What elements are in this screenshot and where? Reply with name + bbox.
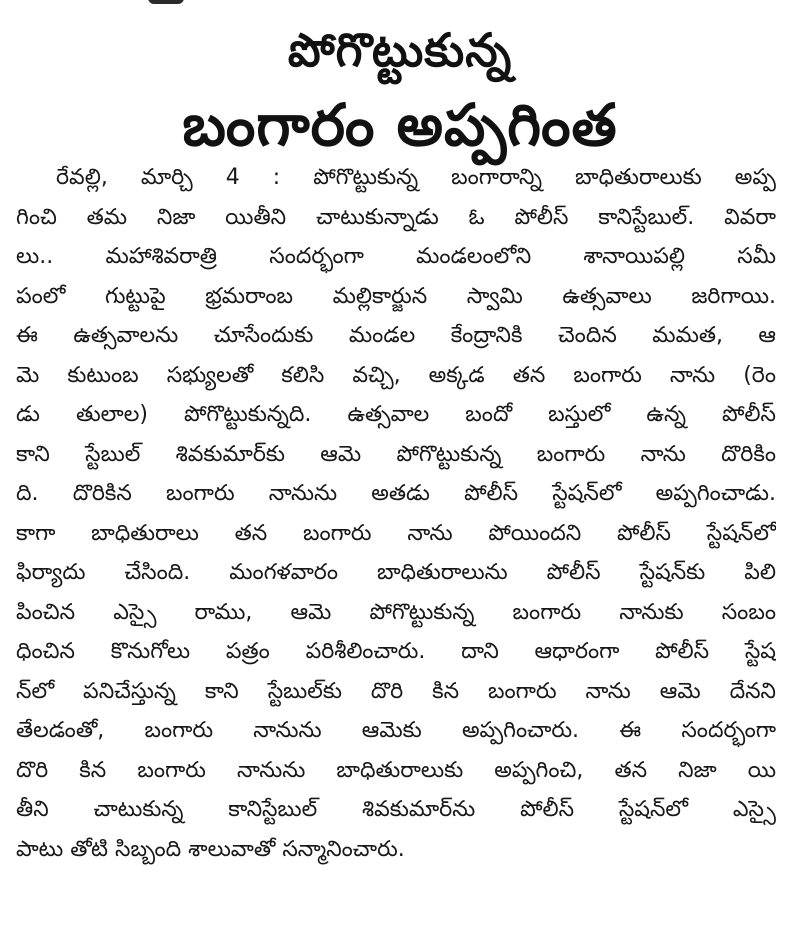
headline-line-2: బంగారం అప్పగింత bbox=[182, 91, 618, 159]
article-line: లు.. మహాశివరాత్రి సందర్భంగా మండలంలోని శానాయిపల్లి సమీ bbox=[16, 244, 776, 269]
article-line: పించిన ఎస్సై రాము, ఆమె పోగొట్టుకున్న బంగారు నానుకు సంబం bbox=[16, 599, 776, 625]
article-line: దొరి కిన బంగారు నానును బాధితురాలుకు అప్పగించి, తన నిజా యి bbox=[16, 757, 776, 783]
article-body bbox=[16, 158, 776, 869]
headline-line-1: పోగొట్టుకున్న bbox=[287, 23, 513, 77]
article-line: కాని స్టేబుల్ శివకుమార్‌కు ఆమె పోగొట్టుకున్న బంగారు నాను దొరికిం bbox=[16, 441, 776, 467]
article-line: ఈ ఉత్సవాలను చూసేందుకు మండల కేంద్రానికి చెందిన మమత, ఆ bbox=[16, 323, 776, 348]
article-line: ఫిర్యాదు చేసింది. మంగళవారం బాధితురాలును పోలీస్ స్టేషన్‌కు పిలి bbox=[16, 560, 776, 585]
article-line: రేవల్లి, మార్చి 4 : పోగొట్టుకున్న బంగారాన్ని బాధితురాలుకు అప్ప bbox=[56, 165, 776, 190]
article-line: ది. దొరికిన బంగారు నానును అతడు పోలీస్ స్టేషన్‌లో అప్పగించాడు. bbox=[16, 481, 776, 506]
article-line: గించి తమ నిజా యితీని చాటుకున్నాడు ఓ పోలీస్ కానిస్టేబుల్. వివరా bbox=[16, 204, 776, 230]
article-line: న్‌లో పనిచేస్తున్న కాని స్టేబుల్‌కు దొరి కిన బంగారు నాను ఆమె దేనని bbox=[16, 678, 776, 704]
article-line: మె కుటుంబ సభ్యులతో కలిసి వచ్చి, అక్కడ తన బంగారు నాను (రెం bbox=[16, 362, 776, 388]
article-line: డు తులాల) పోగొట్టుకున్నది. ఉత్సవాల బందో బస్తులో ఉన్న పోలీస్ bbox=[16, 402, 776, 427]
article-line: పాటు తోటి సిబ్బంది శాలువాతో సన్మానించారు. bbox=[16, 836, 405, 862]
article-line: తీని చాటుకున్న కానిస్టేబుల్ శివకుమార్‌ను పోలీస్ స్టేషన్‌లో ఎస్సై bbox=[16, 797, 776, 822]
article-line: కాగా బాధితురాలు తన బంగారు నాను పోయిందని పోలీస్ స్టేషన్‌లో bbox=[16, 520, 776, 546]
article-line: ధించిన కొనుగోలు పత్రం పరిశీలించారు. దాని ఆధారంగా పోలీస్ స్టేష bbox=[16, 639, 776, 664]
article-line: తేలడంతో, బంగారు నానును ఆమెకు అప్పగించారు. ఈ సందర్భంగా bbox=[16, 718, 776, 743]
article-line: పంలో గుట్టుపై భ్రమరాంబ మల్లికార్జున స్వామి ఉత్సవాలు జరిగాయి. bbox=[16, 283, 776, 309]
cropped-text-fragment bbox=[148, 0, 184, 4]
